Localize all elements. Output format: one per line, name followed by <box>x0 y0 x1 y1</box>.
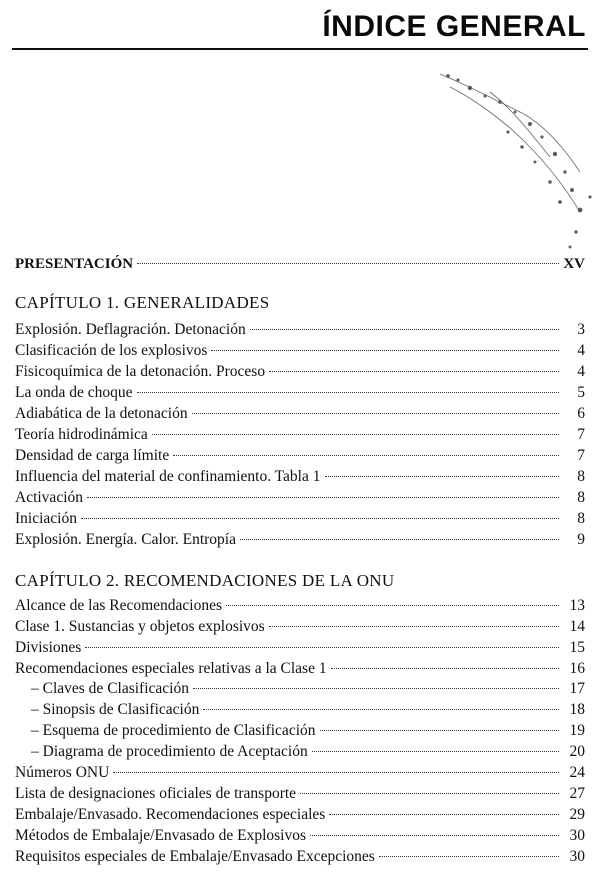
dot-leader <box>331 668 559 669</box>
chapter-1-heading: CAPÍTULO 1. GENERALIDADES <box>15 293 270 312</box>
toc-subentry <box>15 743 585 764</box>
dot-leader <box>240 539 559 540</box>
entry-label: Requisitos especiales de Embalaje/Envasado Excepciones <box>15 848 375 865</box>
entry-label: Densidad de carga límite <box>15 447 170 464</box>
entry-page: XV <box>563 256 585 272</box>
entry-page: 8 <box>577 510 585 527</box>
dot-leader <box>211 350 559 351</box>
presentation-entry <box>15 256 585 277</box>
entry-page: 9 <box>577 531 585 548</box>
dot-leader <box>300 793 559 794</box>
entry-label: Clasificación de los explosivos <box>15 342 208 359</box>
toc-entry <box>15 848 585 869</box>
dot-leader <box>87 497 559 498</box>
toc-entry <box>15 468 585 489</box>
dot-leader <box>203 709 559 710</box>
entry-page: 7 <box>577 426 585 443</box>
entry-page: 7 <box>577 447 585 464</box>
dot-leader <box>113 772 559 773</box>
entry-label: – Sinopsis de Clasificación <box>31 701 200 718</box>
toc-entry <box>15 447 585 468</box>
entry-label: Adiabática de la detonación <box>15 405 188 422</box>
toc-entry <box>15 827 585 848</box>
entry-label: Clase 1. Sustancias y objetos explosivos <box>15 618 265 635</box>
dot-leader <box>320 730 559 731</box>
dot-leader <box>250 329 559 330</box>
entry-page: 24 <box>569 764 585 781</box>
dot-leader <box>85 647 559 648</box>
toc-entry <box>15 764 585 785</box>
entry-page: 5 <box>577 384 585 401</box>
toc-subentry <box>15 680 585 701</box>
dot-leader <box>137 392 560 393</box>
entry-page: 6 <box>577 405 585 422</box>
dot-leader <box>329 814 559 815</box>
toc-entry <box>15 597 585 618</box>
decorative-illustration <box>430 62 600 262</box>
dot-leader <box>152 434 559 435</box>
entry-label: – Diagrama de procedimiento de Aceptación <box>31 743 308 760</box>
toc-entry <box>15 489 585 510</box>
entry-label: Recomendaciones especiales relativas a la Clase 1 <box>15 660 327 677</box>
toc-entry <box>15 321 585 342</box>
entry-page: 4 <box>577 363 585 380</box>
entry-label: Iniciación <box>15 510 77 527</box>
entry-label: Explosión. Deflagración. Detonación <box>15 321 246 338</box>
toc-entry <box>15 806 585 827</box>
entry-page: 19 <box>569 722 585 739</box>
entry-label: Explosión. Energía. Calor. Entropía <box>15 531 236 548</box>
entry-page: 17 <box>569 680 585 697</box>
toc-entry <box>15 384 585 405</box>
entry-page: 16 <box>569 660 585 677</box>
entry-label: – Esquema de procedimiento de Clasificación <box>31 722 316 739</box>
toc-subentry <box>15 701 585 722</box>
entry-page: 27 <box>569 785 585 802</box>
toc-entry <box>15 510 585 531</box>
dot-leader <box>81 518 559 519</box>
toc-entry <box>15 785 585 806</box>
entry-label: Alcance de las Recomendaciones <box>15 597 223 614</box>
dot-leader <box>312 751 559 752</box>
dot-leader <box>379 856 559 857</box>
toc-entry <box>15 660 585 681</box>
dot-leader <box>269 371 559 372</box>
dot-leader <box>310 835 559 836</box>
toc-entry <box>15 639 585 660</box>
entry-page: 18 <box>569 701 585 718</box>
toc-entry <box>15 426 585 447</box>
dot-leader <box>325 476 560 477</box>
toc-subentry <box>15 722 585 743</box>
entry-label: – Claves de Clasificación <box>31 680 189 697</box>
dot-leader <box>173 455 559 456</box>
entry-page: 14 <box>569 618 585 635</box>
entry-page: 8 <box>577 468 585 485</box>
entry-label: Lista de designaciones oficiales de transporte <box>15 785 297 802</box>
entry-label: Números ONU <box>15 764 110 781</box>
entry-page: 4 <box>577 342 585 359</box>
entry-label: Influencia del material de confinamiento. Tabla 1 <box>15 468 321 485</box>
dot-leader <box>269 626 559 627</box>
page-title: ÍNDICE GENERAL <box>322 10 586 43</box>
entry-label: Fisicoquímica de la detonación. Proceso <box>15 363 266 380</box>
entry-label: Embalaje/Envasado. Recomendaciones especiales <box>15 806 326 823</box>
entry-page: 8 <box>577 489 585 506</box>
entry-page: 3 <box>577 321 585 338</box>
entry-label: PRESENTACIÓN <box>15 256 134 272</box>
entry-label: Teoría hidrodinámica <box>15 426 148 443</box>
dot-leader <box>192 413 559 414</box>
dot-leader <box>137 263 559 264</box>
entry-page: 30 <box>569 848 585 865</box>
toc-entry <box>15 342 585 363</box>
entry-page: 29 <box>569 806 585 823</box>
toc-entry <box>15 363 585 384</box>
entry-page: 20 <box>569 743 585 760</box>
entry-label: Activación <box>15 489 84 506</box>
entry-page: 15 <box>569 639 585 656</box>
entry-page: 30 <box>569 827 585 844</box>
entry-page: 13 <box>569 597 585 614</box>
toc-entry <box>15 618 585 639</box>
title-rule <box>12 48 588 50</box>
entry-label: Divisiones <box>15 639 82 656</box>
dot-leader <box>193 688 559 689</box>
entry-label: Métodos de Embalaje/Envasado de Explosivos <box>15 827 306 844</box>
toc-entry <box>15 531 585 552</box>
dot-leader <box>226 605 559 606</box>
toc-entry <box>15 405 585 426</box>
chapter-2-heading: CAPÍTULO 2. RECOMENDACIONES DE LA ONU <box>15 571 395 590</box>
entry-label: La onda de choque <box>15 384 133 401</box>
